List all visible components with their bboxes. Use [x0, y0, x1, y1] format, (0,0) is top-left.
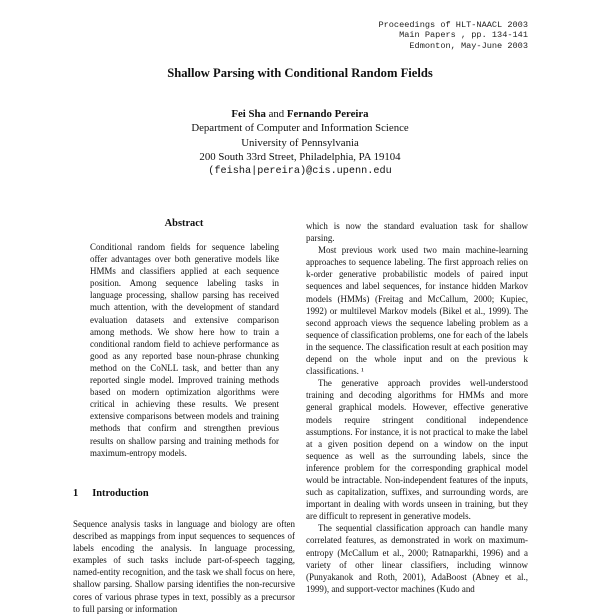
proceedings-header	[308, 20, 528, 51]
abstract-heading: Abstract	[164, 218, 204, 229]
introduction-text: Sequence analysis tasks in language and biology are often described as mappings from input sequences to sequences of labels encoding the analysis. In language processing, examples of such tasks include part-of-speech tagging, named-entity recognition, and the task we shall focus on here, shallow parsing. Shallow parsing identifies the non-recursive cores of various phrase types in text, possibly as a precursor to full parsing or information	[73, 519, 295, 614]
paragraph: The sequential classification approach can handle many correlated features, as demonstrated in work on maximum-entropy (McCallum et al., 2000; Ratnaparkhi, 1996) and a variety of other linear classifiers, including winnow (Punyakanok and Roth, 2001), AdaBoost (Abney et al., 1999), and support-vector machines (Kudo and	[306, 523, 528, 594]
paper-title: Shallow Parsing with Conditional Random Fields	[167, 66, 433, 80]
author-block	[0, 107, 600, 179]
author-names	[0, 107, 600, 121]
author-2: Fernando Pereira	[286, 108, 369, 120]
abstract-body	[90, 241, 279, 459]
section-title: Introduction	[92, 488, 149, 499]
abstract-text: Conditional random fields for sequence labeling offer advantages over both generative models like HMMs and classifiers applied at each sequence position. Among sequence labeling tasks in language processing, shallow parsing has received much attention, with the development of standard evaluation datasets and extensive comparison among methods. We show here how to train a conditional random field to achieve performance as good as any reported base noun-phrase chunking method on the CoNLL task, and better than any reported single model. Improved training methods based on modern optimization algorithms were critical in achieving these results. We present extensive comparisons between models and training methods that confirm and strengthen previous results on shallow parsing and training methods for maximum-entropy models.	[90, 242, 279, 458]
proceedings-location: Edmonton, May-June 2003	[409, 40, 528, 51]
affiliation-address: 200 South 33rd Street, Philadelphia, PA 19104	[199, 151, 401, 164]
affiliation-university: University of Pennsylvania	[241, 136, 359, 149]
author-email: (feisha|pereira)@cis.upenn.edu	[208, 165, 392, 177]
paragraph: The generative approach provides well-understood training and decoding algorithms for HMMs and more general graphical models. However, effective generative models require stringent conditional independence assumptions. For instance, it is not practical to make the label at a given position depend on a window on the input sequence as well as the surrounding labels, since the inference problem for the corresponding graphical model would be intractable. Non-independent features of the inputs, such as capitalization, suffixes, and surrounding words, are important in dealing with words unseen in training, but they are difficult to represent in generative models.	[306, 378, 528, 522]
proceedings-pages: Main Papers , pp. 134-141	[399, 30, 528, 41]
section-number: 1	[73, 488, 79, 499]
proceedings-line: Proceedings of HLT-NAACL 2003	[378, 20, 528, 30]
paragraph: Most previous work used two main machine-learning approaches to sequence labeling. The first approach relies on k-order generative probabilistic models of paired input sequences and label sequences, for instance hidden Markov models (HMMs) (Freitag and McCallum, 2000; Kupiec, 1992) or multilevel Markov models (Bikel et al., 1999). The second approach views the sequence labeling problem as a sequence of classification problems, one for each of the labels in the sequence. The classification result at each position may depend on the whole input and on the previous k classifications. ¹	[306, 245, 528, 377]
section-heading	[73, 488, 149, 499]
affiliation-department: Department of Computer and Information Science	[191, 122, 409, 135]
author-1: Fei Sha	[231, 108, 266, 120]
paragraph-continuation: which is now the standard evaluation task for shallow parsing.	[306, 221, 528, 244]
introduction-body	[73, 518, 295, 615]
right-column	[306, 220, 528, 595]
author-conjunction: and	[265, 108, 287, 120]
